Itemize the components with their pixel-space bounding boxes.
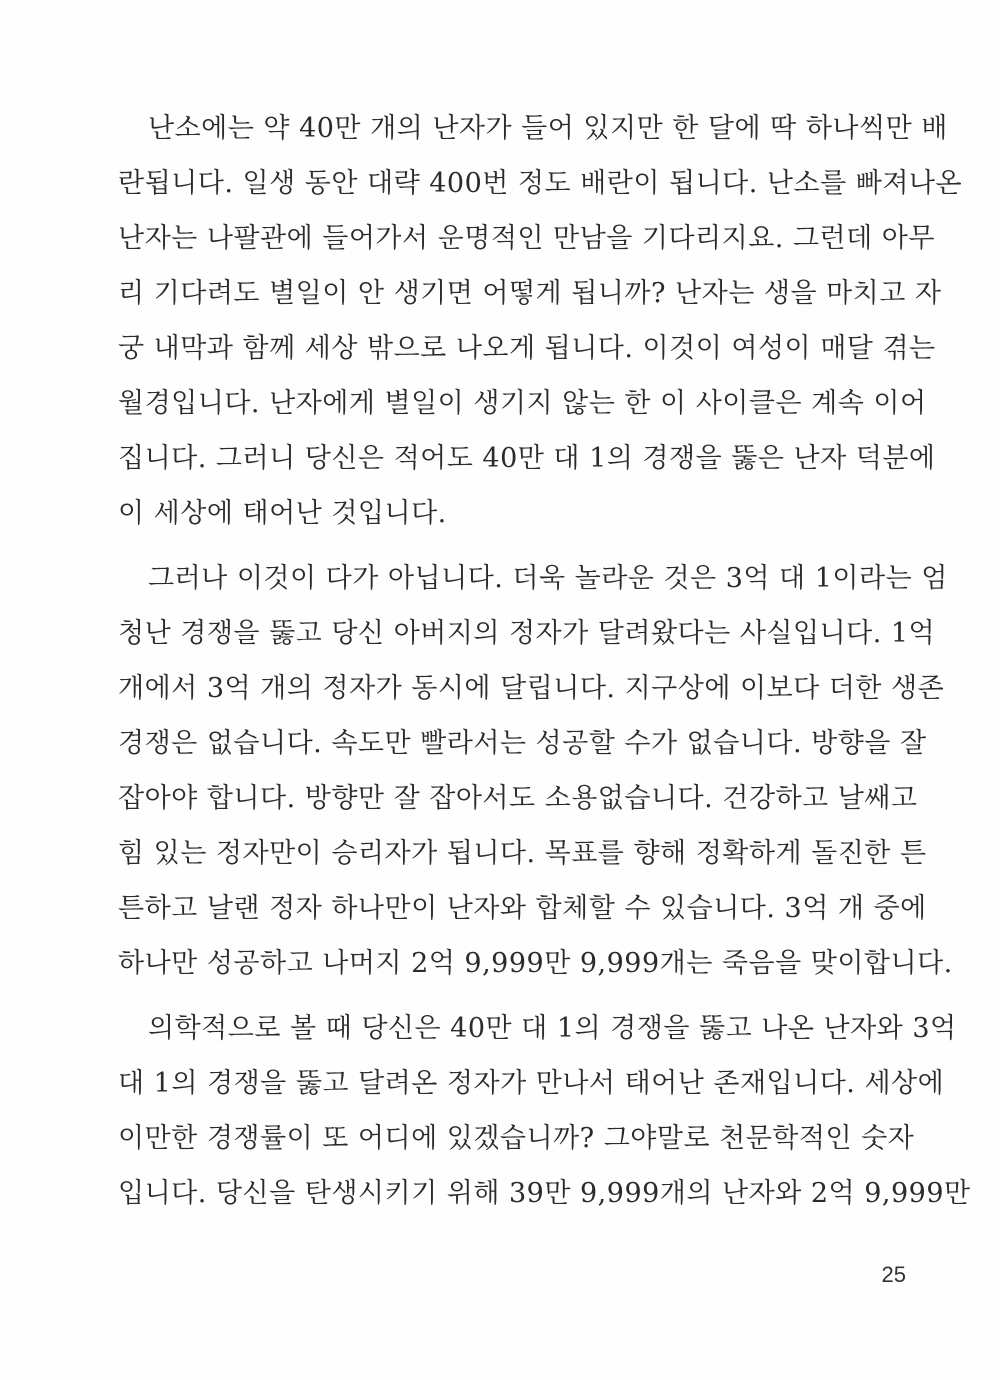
text-line: 궁 내막과 함께 세상 밖으로 나오게 됩니다. 이것이 여성이 매달 겪는 <box>118 333 936 364</box>
text-line: 튼하고 날랜 정자 하나만이 난자와 합체할 수 있습니다. 3억 개 중에 <box>118 893 927 924</box>
text-line: 경쟁은 없습니다. 속도만 빨라서는 성공할 수가 없습니다. 방향을 잘 <box>118 728 927 759</box>
text-line: 난자는 나팔관에 들어가서 운명적인 만남을 기다리지요. 그런데 아무 <box>118 223 935 254</box>
text-line: 힘 있는 정자만이 승리자가 됩니다. 목표를 향해 정확하게 돌진한 튼 <box>118 838 927 869</box>
text-line: 입니다. 당신을 탄생시키기 위해 39만 9,999개의 난자와 2억 9,999만 <box>118 1178 971 1209</box>
text-line: 하나만 성공하고 나머지 2억 9,999만 9,999개는 죽음을 맞이합니다. <box>118 948 953 979</box>
text-line: 이 세상에 태어난 것입니다. <box>118 498 447 529</box>
text-line: 의학적으로 볼 때 당신은 40만 대 1의 경쟁을 뚫고 나온 난자와 3억 <box>148 1013 957 1044</box>
text-line: 개에서 3억 개의 정자가 동시에 달립니다. 지구상에 이보다 더한 생존 <box>118 673 945 704</box>
text-line: 청난 경쟁을 뚫고 당신 아버지의 정자가 달려왔다는 사실입니다. 1억 <box>118 618 936 649</box>
text-line: 그러나 이것이 다가 아닙니다. 더욱 놀라운 것은 3억 대 1이라는 엄 <box>148 563 948 594</box>
text-line: 난소에는 약 40만 개의 난자가 들어 있지만 한 달에 딱 하나씩만 배 <box>148 113 948 144</box>
text-line: 월경입니다. 난자에게 별일이 생기지 않는 한 이 사이클은 계속 이어 <box>118 388 927 419</box>
text-line: 대 1의 경쟁을 뚫고 달려온 정자가 만나서 태어난 존재입니다. 세상에 <box>118 1068 945 1099</box>
page-number: 25 <box>881 1262 906 1287</box>
text-line: 이만한 경쟁률이 또 어디에 있겠습니까? 그야말로 천문학적인 숫자 <box>118 1123 915 1154</box>
text-line: 리 기다려도 별일이 안 생기면 어떻게 됩니까? 난자는 생을 마치고 자 <box>118 278 942 309</box>
text-line: 잡아야 합니다. 방향만 잘 잡아서도 소용없습니다. 건강하고 날쌔고 <box>118 783 918 814</box>
text-line: 란됩니다. 일생 동안 대략 400번 정도 배란이 됩니다. 난소를 빠져나온 <box>118 168 963 199</box>
text-line: 집니다. 그러니 당신은 적어도 40만 대 1의 경쟁을 뚫은 난자 덕분에 <box>118 443 936 474</box>
